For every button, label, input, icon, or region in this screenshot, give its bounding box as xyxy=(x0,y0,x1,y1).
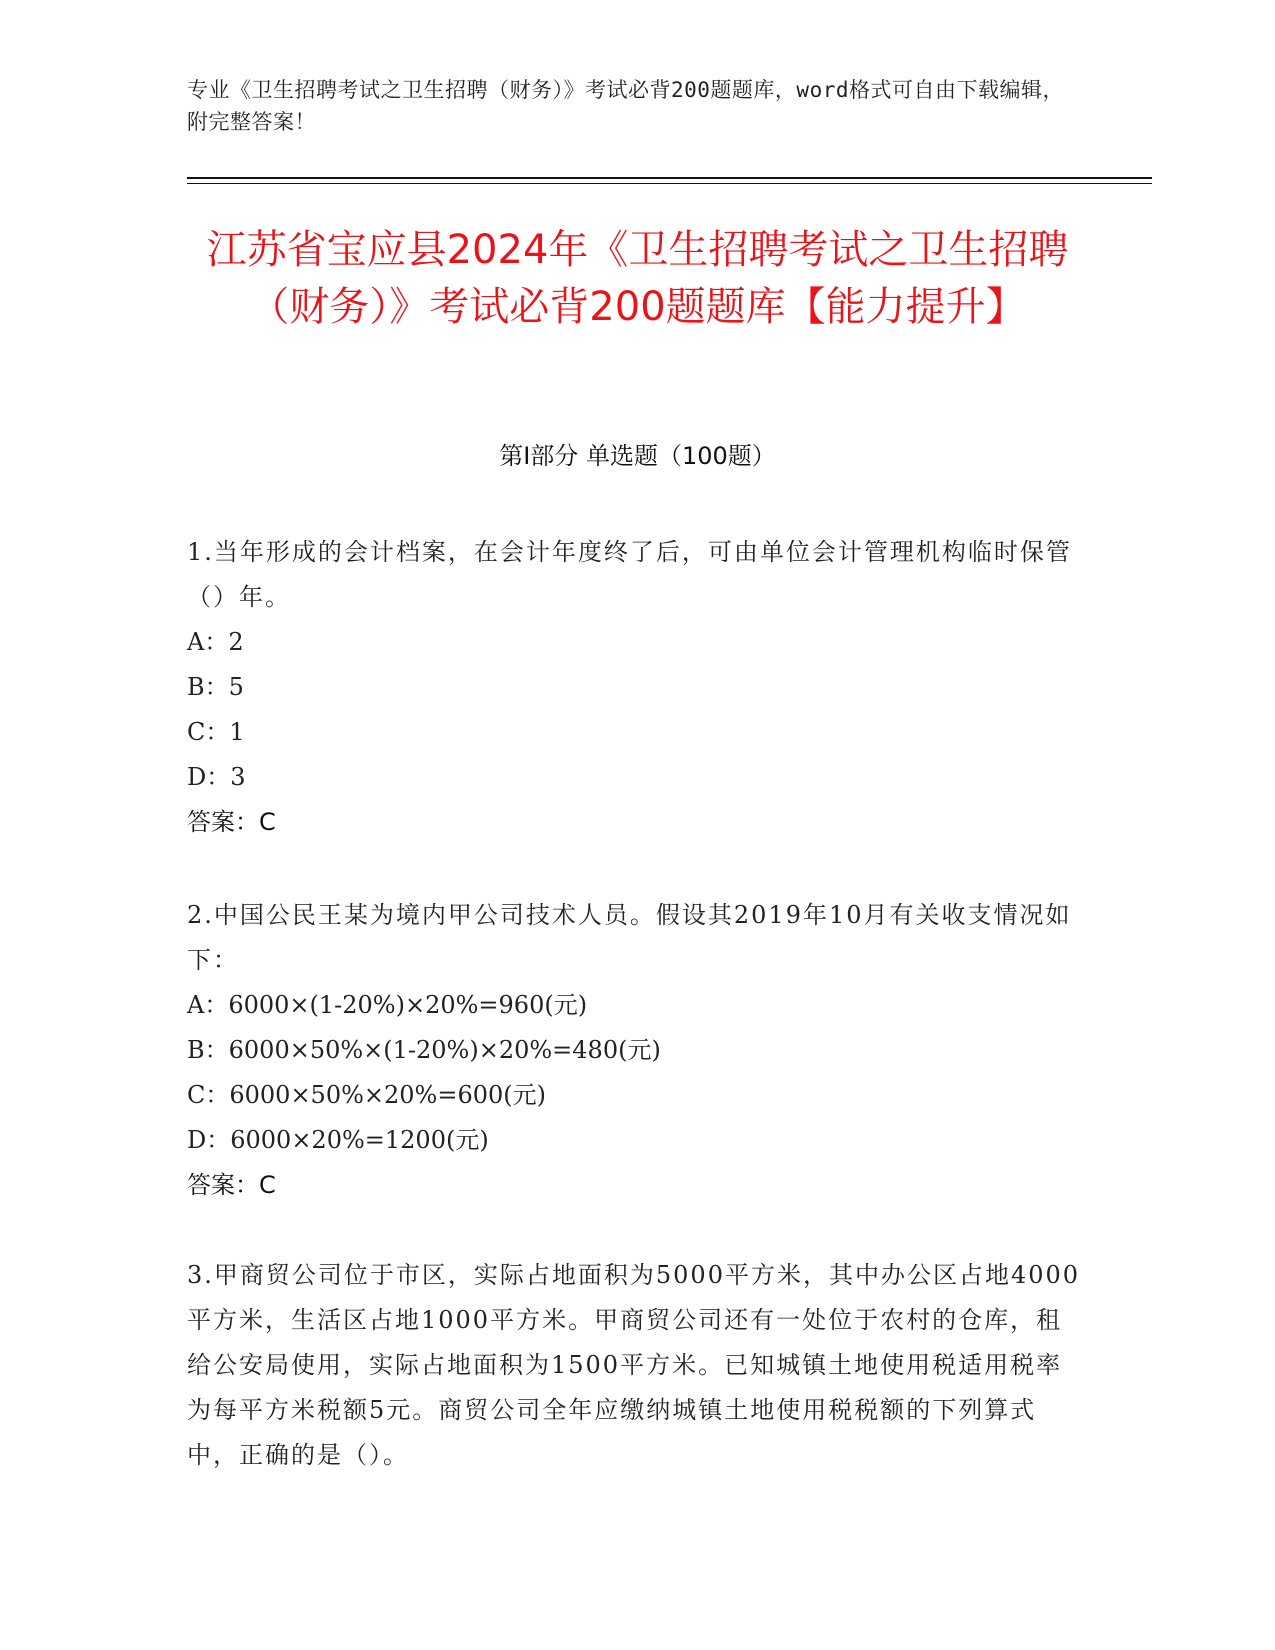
section-heading: 第I部分 单选题（100题） xyxy=(499,442,776,470)
header-divider-thick xyxy=(187,177,1152,179)
question-stem: 1.当年形成的会计档案，在会计年度终了后，可由单位会计管理机构临时保管（）年。 xyxy=(187,538,1072,611)
option-b: B：6000×50%×(1-20%)×20%=480(元) xyxy=(187,1036,661,1064)
document-title: 江苏省宝应县2024年《卫生招聘考试之卫生招聘（财务）》考试必背200题题库【能力提升】 xyxy=(206,227,1069,330)
question-stem: 3.甲商贸公司位于市区，实际占地面积为5000平方米，其中办公区占地4000平方米，生活区占地1000平方米。甲商贸公司还有一处位于农村的仓库，租给公安局使用，实际占地面积为1500平方米。已知城镇土地使用税适用税率为每平方米税额5元。商贸公司全年应缴纳城镇土地使用税税额的下列算式中，正确的是（）。 xyxy=(187,1261,1081,1469)
option-d: D：6000×20%=1200(元) xyxy=(187,1126,489,1154)
header-divider-thin xyxy=(187,183,1152,184)
answer-line: 答案：C xyxy=(187,808,276,836)
question-2 xyxy=(187,893,1087,1208)
question-1 xyxy=(187,530,1087,845)
option-d: D：3 xyxy=(187,763,246,791)
option-b: B：5 xyxy=(187,673,244,701)
question-3 xyxy=(187,1253,1087,1478)
option-c: C：1 xyxy=(187,718,245,746)
question-stem: 2.中国公民王某为境内甲公司技术人员。假设其2019年10月有关收支情况如下： xyxy=(187,901,1072,974)
option-a: A：2 xyxy=(187,628,244,656)
answer-line: 答案：C xyxy=(187,1171,276,1199)
option-c: C：6000×50%×20%=600(元) xyxy=(187,1081,546,1109)
option-a: A：6000×(1-20%)×20%=960(元) xyxy=(187,991,588,1019)
header-note: 专业《卫生招聘考试之卫生招聘（财务）》考试必背200题题库，word格式可自由下载编辑，附完整答案！ xyxy=(187,78,1064,134)
